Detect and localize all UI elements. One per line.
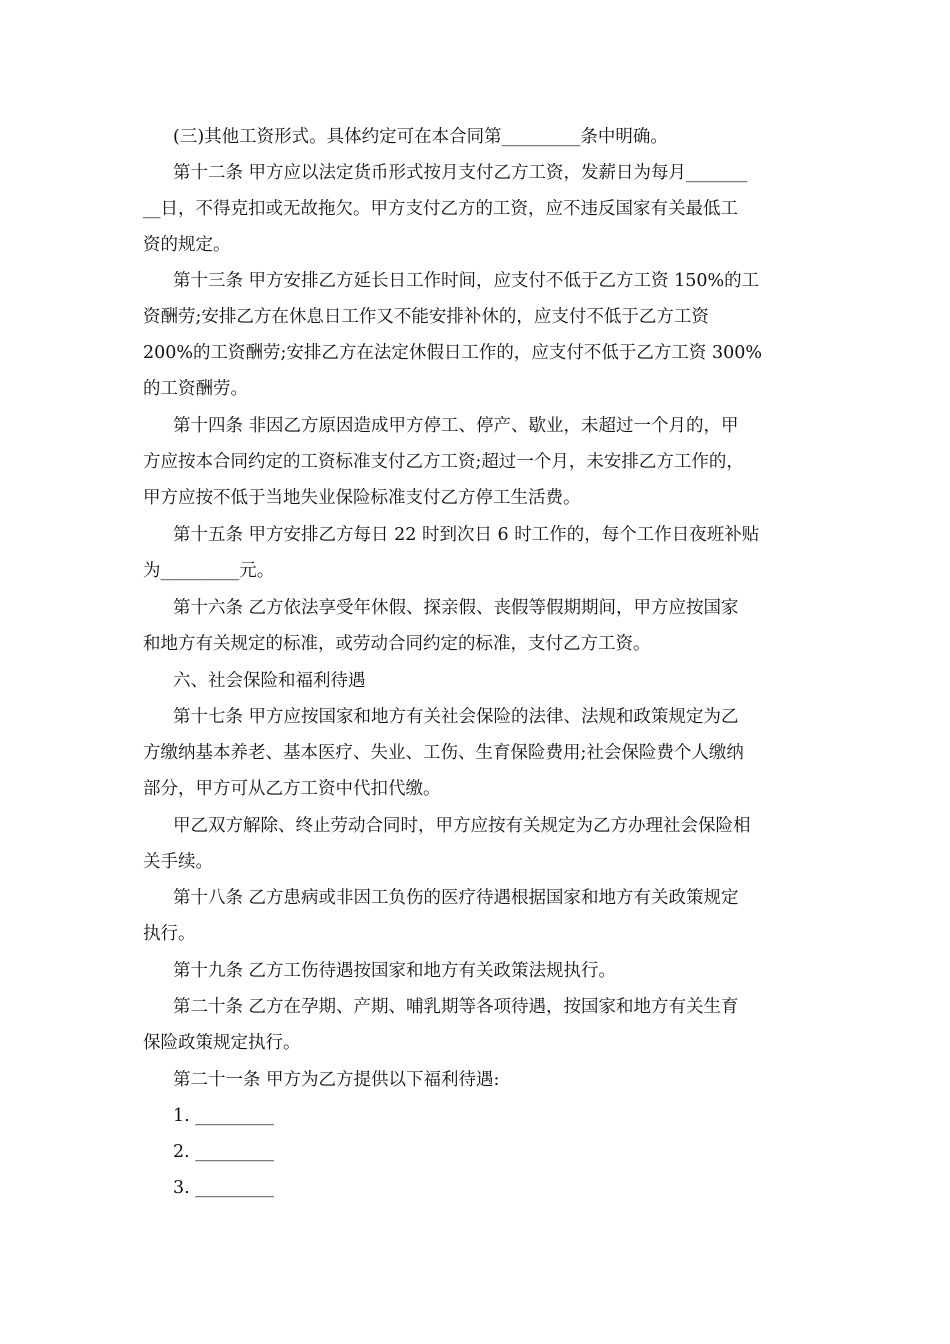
- text-line-article-14: 第十四条 非因乙方原因造成甲方停工、停产、歇业，未超过一个月的，甲: [173, 416, 739, 436]
- list-item-benefit-2: 2. _________: [173, 1142, 275, 1162]
- text-line: 为_________元。: [143, 561, 275, 581]
- text-line-termination: 甲乙双方解除、终止劳动合同时，甲方应按有关规定为乙方办理社会保险相: [173, 816, 751, 836]
- text-line: 关手续。: [143, 852, 213, 872]
- text-line-article-15: 第十五条 甲方安排乙方每日 22 时到次日 6 时工作的，每个工作日夜班补贴: [173, 525, 760, 545]
- text-line-article-12: 第十二条 甲方应以法定货币形式按月支付乙方工资，发薪日为每月_______: [173, 163, 748, 183]
- text-line-salary-form: (三)其他工资形式。具体约定可在本合同第_________条中明确。: [173, 127, 668, 147]
- text-line: __日，不得克扣或无故拖欠。甲方支付乙方的工资，应不违反国家有关最低工: [143, 199, 738, 219]
- text-line: 甲方应按不低于当地失业保险标准支付乙方停工生活费。: [143, 488, 581, 508]
- text-line-article-19: 第十九条 乙方工伤待遇按国家和地方有关政策法规执行。: [173, 961, 617, 981]
- list-item-benefit-3: 3. _________: [173, 1178, 275, 1198]
- text-line: 的工资酬劳。: [143, 379, 248, 399]
- text-line: 和地方有关规定的标准，或劳动合同约定的标准，支付乙方工资。: [143, 634, 651, 654]
- list-item-benefit-1: 1. _________: [173, 1106, 275, 1126]
- text-line: 资的规定。: [143, 235, 231, 255]
- text-line: 执行。: [143, 924, 196, 944]
- text-line: 资酬劳;安排乙方在休息日工作又不能安排补休的，应支付不低于乙方工资: [143, 307, 709, 327]
- text-line-article-21: 第二十一条 甲方为乙方提供以下福利待遇:: [173, 1070, 500, 1090]
- text-line-article-18: 第十八条 乙方患病或非因工负伤的医疗待遇根据国家和地方有关政策规定: [173, 888, 739, 908]
- text-line-article-13: 第十三条 甲方安排乙方延长日工作时间，应支付不低于乙方工资 150%的工: [173, 271, 760, 291]
- section-heading-social-insurance: 六、社会保险和福利待遇: [173, 671, 366, 691]
- text-line: 部分，甲方可从乙方工资中代扣代缴。: [143, 779, 441, 799]
- text-line-article-17: 第十七条 甲方应按国家和地方有关社会保险的法律、法规和政策规定为乙: [173, 707, 739, 727]
- text-line: 方应按本合同约定的工资标准支付乙方工资;超过一个月，未安排乙方工作的，: [143, 452, 744, 472]
- text-line: 方缴纳基本养老、基本医疗、失业、工伤、生育保险费用;社会保险费个人缴纳: [143, 743, 744, 763]
- text-line-article-16: 第十六条 乙方依法享受年休假、探亲假、丧假等假期期间，甲方应按国家: [173, 598, 739, 618]
- text-line: 200%的工资酬劳;安排乙方在法定休假日工作的，应支付不低于乙方工资 300%: [143, 343, 763, 363]
- text-line-article-20: 第二十条 乙方在孕期、产期、哺乳期等各项待遇，按国家和地方有关生育: [173, 997, 739, 1017]
- text-line: 保险政策规定执行。: [143, 1033, 301, 1053]
